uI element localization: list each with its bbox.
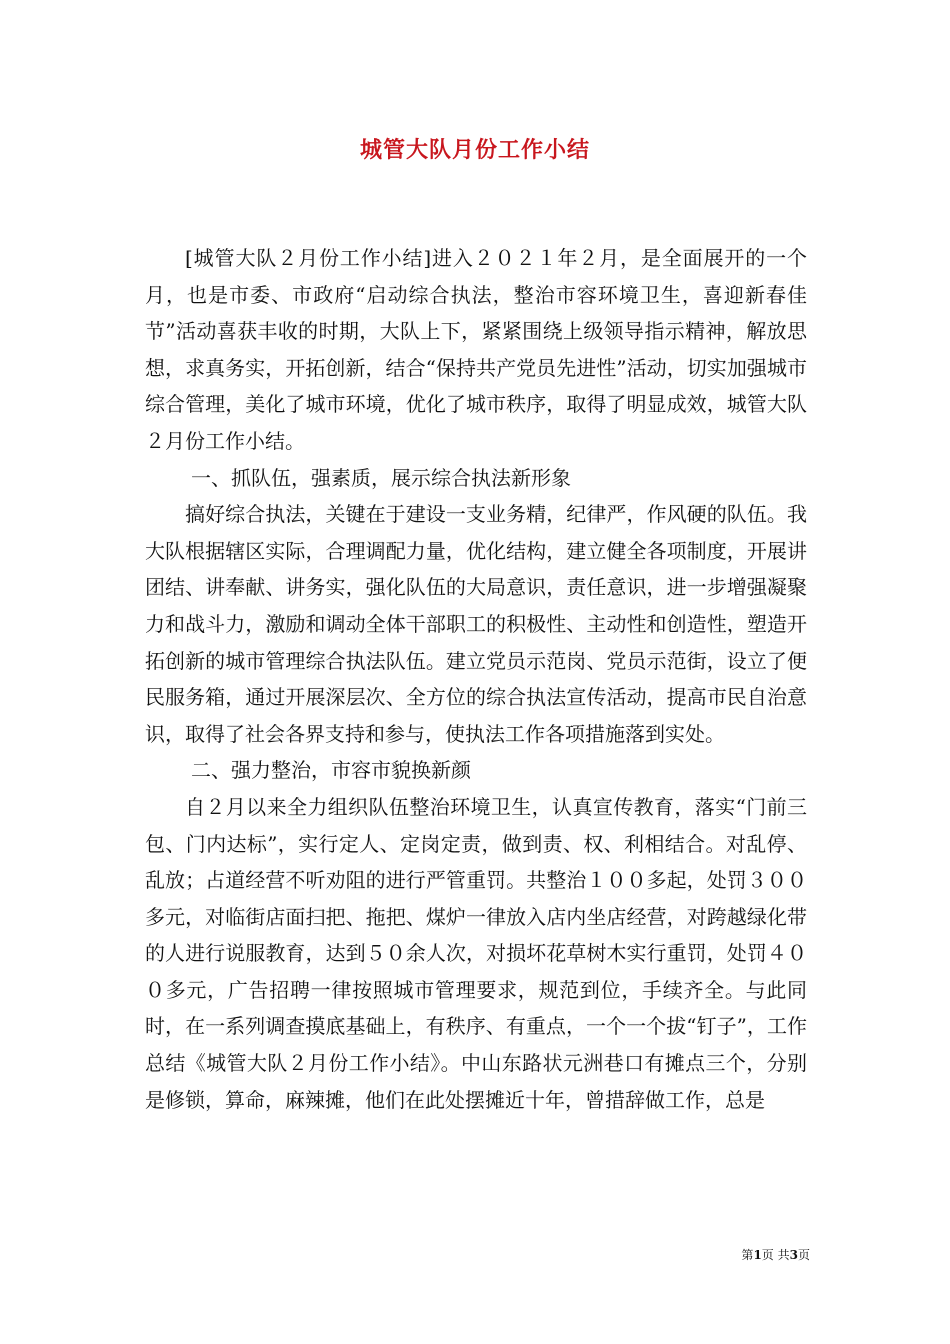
footer-current-page: 1 (753, 1248, 762, 1262)
footer-total-pages: 3 (789, 1248, 798, 1262)
document-title: 城管大队月份工作小结 (359, 137, 590, 163)
page-number-footer (700, 1247, 810, 1263)
footer-suffix: 页 (797, 1248, 810, 1262)
paragraph-intro: [城管大队２月份工作小结]进入２０２１年２月，是全面展开的一个月，也是市委、市政府“启动综合执法，整治市容环境卫生，喜迎新春佳节”活动喜获丰收的时期，大队上下，紧紧围绕上级领导指示精神，解放思想，求真务实，开拓创新，结合“保持共产党员先进性”活动，切实加强城市综合管理，美化了城市环境，优化了城市秩序，取得了明显成效，城管大队２月份工作小结。 (145, 246, 807, 453)
section-heading-1: 一、抓队伍，强素质，展示综合执法新形象 (191, 465, 571, 490)
paragraph-section-2: 自２月以来全力组织队伍整治环境卫生，认真宣传教育，落实“门前三包、门内达标”，实行定人、定岗定责，做到责、权、利相结合。对乱停、乱放；占道经营不听劝阻的进行严管重罚。共整治１００多起，处罚３００多元，对临街店面扫把、拖把、煤炉一律放入店内坐店经营，对跨越绿化带的人进行说服教育，达到５０余人次，对损坏花草树木实行重罚，处罚４００多元，广告招聘一律按照城市管理要求，规范到位，手续齐全。与此同时，在一系列调查摸底基础上，有秩序、有重点，一个一个拔“钉子”，工作总结《城管大队２月份工作小结》。中山东路状元洲巷口有摊点三个，分别是修锁，算命，麻辣摊，他们在此处摆摊近十年，曾措辞做工作，总是 (145, 794, 807, 1112)
paragraph-section-1: 搞好综合执法，关键在于建设一支业务精，纪律严，作风硬的队伍。我大队根据辖区实际，合理调配力量，优化结构，建立健全各项制度，开展讲团结、讲奉献、讲务实，强化队伍的大局意识，责任意识，进一步增强凝聚力和战斗力，激励和调动全体干部职工的积极性、主动性和创造性，塑造开拓创新的城市管理综合执法队伍。建立党员示范岗、党员示范街，设立了便民服务箱，通过开展深层次、全方位的综合执法宣传活动，提高市民自治意识，取得了社会各界支持和参与，使执法工作各项措施落到实处。 (145, 502, 807, 746)
footer-middle: 页 共 (761, 1248, 790, 1262)
document-body (145, 240, 807, 1118)
footer-prefix: 第 (741, 1248, 754, 1262)
section-heading-2: 二、强力整治，市容市貌换新颜 (191, 758, 471, 783)
